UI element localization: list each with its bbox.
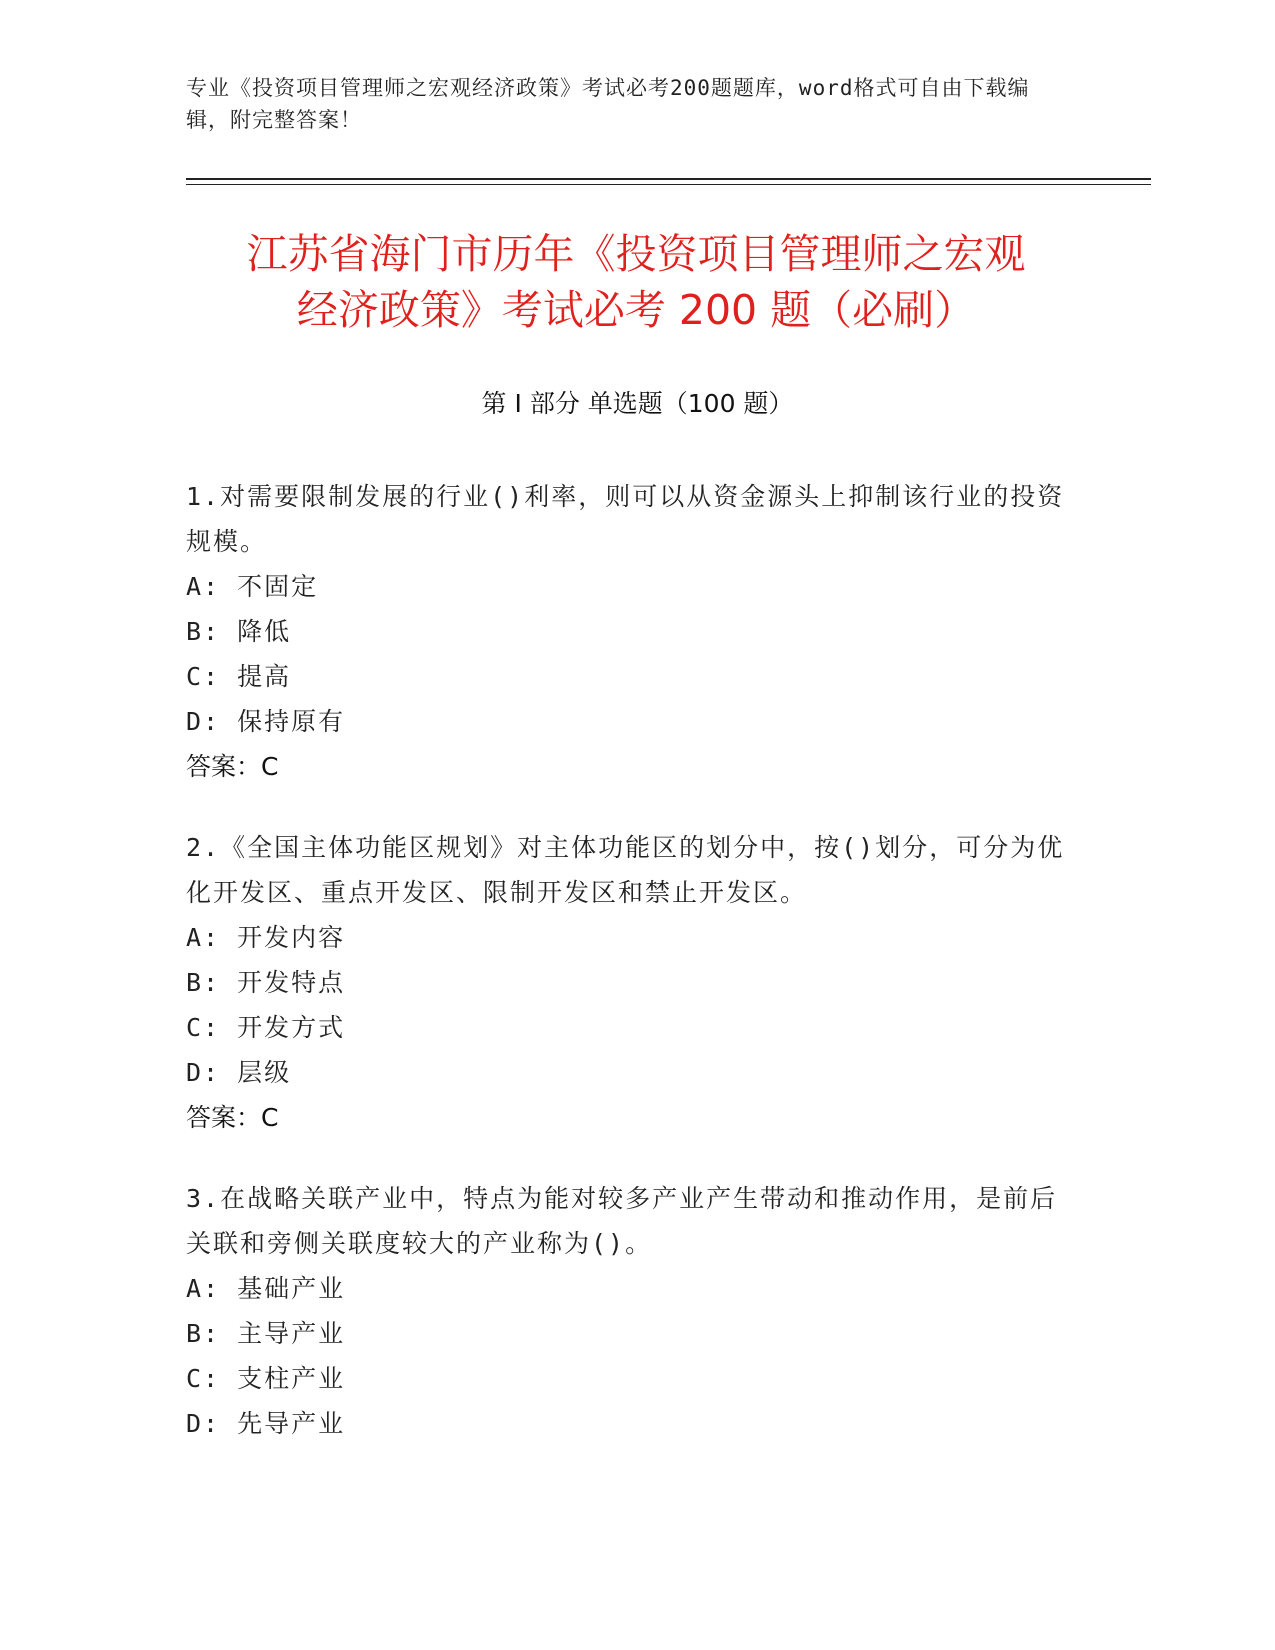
document-title bbox=[186, 226, 1086, 338]
option-c: C: 支柱产业 bbox=[186, 1364, 346, 1393]
option-a: A: 不固定 bbox=[186, 572, 319, 601]
option-b: B: 主导产业 bbox=[186, 1319, 346, 1348]
option-c: C: 开发方式 bbox=[186, 1013, 346, 1042]
document-title-line-2: 经济政策》考试必考 200 题（必刷） bbox=[296, 286, 976, 334]
question-stem: 1.对需要限制发展的行业()利率，则可以从资金源头上抑制该行业的投资规模。 bbox=[186, 482, 1065, 556]
question-stem: 2.《全国主体功能区规划》对主体功能区的划分中，按()划分，可分为优化开发区、重点开发区、限制开发区和禁止开发区。 bbox=[186, 833, 1065, 907]
question-stem: 3.在战略关联产业中，特点为能对较多产业产生带动和推动作用，是前后关联和旁侧关联度较大的产业称为()。 bbox=[186, 1184, 1058, 1258]
document-title-line-1: 江苏省海门市历年《投资项目管理师之宏观 bbox=[246, 230, 1026, 278]
header-note: 专业《投资项目管理师之宏观经济政策》考试必考200题题库，word格式可自由下载编辑，附完整答案！ bbox=[186, 76, 1030, 132]
option-c: C: 提高 bbox=[186, 662, 292, 691]
option-b: B: 开发特点 bbox=[186, 968, 346, 997]
answer: 答案：C bbox=[186, 1103, 279, 1132]
question-3 bbox=[186, 1176, 1066, 1446]
header-rule-thin bbox=[186, 184, 1151, 185]
option-a: A: 开发内容 bbox=[186, 923, 346, 952]
section-heading: 第 I 部分 单选题（100 题） bbox=[481, 389, 794, 418]
answer: 答案：C bbox=[186, 752, 279, 781]
question-list bbox=[186, 474, 1066, 1482]
question-1 bbox=[186, 474, 1066, 789]
option-d: D: 先导产业 bbox=[186, 1409, 346, 1438]
option-d: D: 保持原有 bbox=[186, 707, 346, 736]
header-rule-thick bbox=[186, 178, 1151, 180]
option-b: B: 降低 bbox=[186, 617, 292, 646]
option-a: A: 基础产业 bbox=[186, 1274, 346, 1303]
option-d: D: 层级 bbox=[186, 1058, 292, 1087]
question-2 bbox=[186, 825, 1066, 1140]
